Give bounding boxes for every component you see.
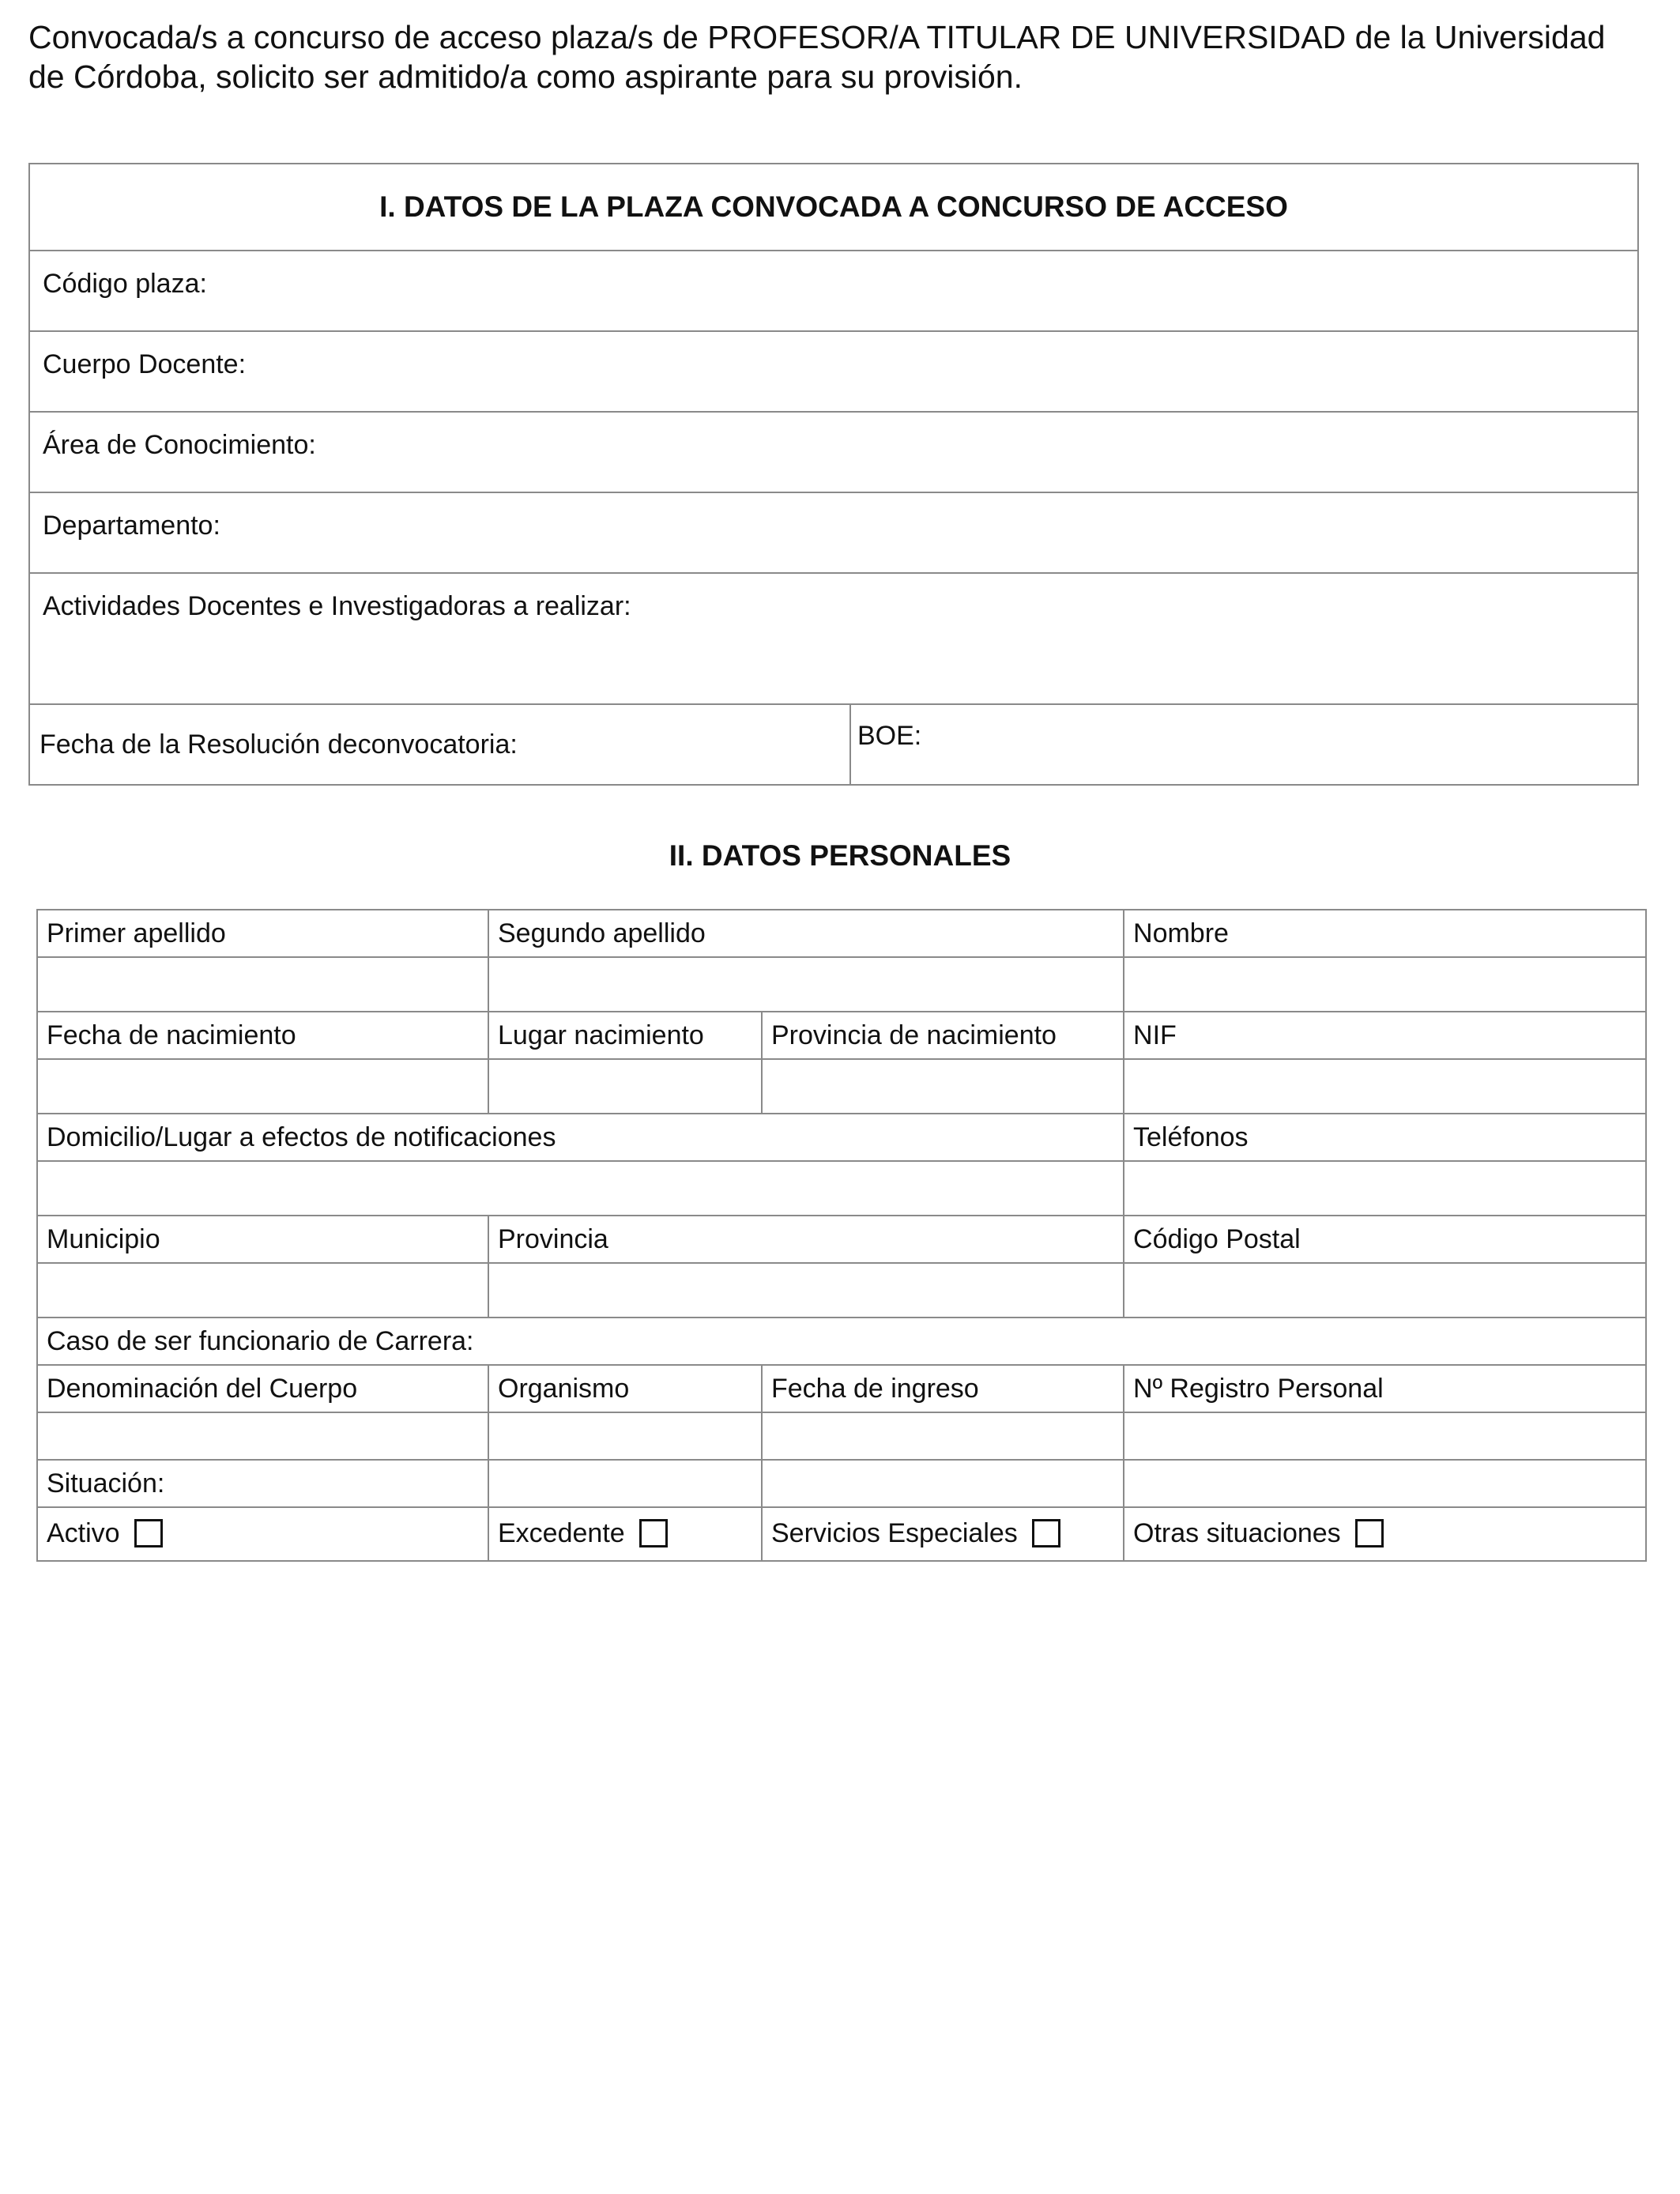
- municipio-input[interactable]: [37, 1263, 488, 1318]
- telefonos-input[interactable]: [1124, 1161, 1646, 1216]
- activo-option: [37, 1507, 488, 1561]
- section1-title: I. DATOS DE LA PLAZA CONVOCADA A CONCURSO DE ACCESO: [29, 164, 1638, 251]
- situacion-cell-3: [762, 1460, 1124, 1507]
- excedente-option: [488, 1507, 762, 1561]
- codigo-postal-input[interactable]: [1124, 1263, 1646, 1318]
- primer-apellido-label: Primer apellido: [37, 910, 488, 957]
- lugar-nacimiento-label: Lugar nacimiento: [488, 1012, 762, 1059]
- nif-input[interactable]: [1124, 1059, 1646, 1114]
- municipio-label: Municipio: [37, 1216, 488, 1263]
- personal-data-table: [36, 909, 1647, 1562]
- nif-label: NIF: [1124, 1012, 1646, 1059]
- nombre-input[interactable]: [1124, 957, 1646, 1012]
- fecha-nacimiento-label: Fecha de nacimiento: [37, 1012, 488, 1059]
- funcionario-label: Caso de ser funcionario de Carrera:: [37, 1318, 1646, 1365]
- section2-title: II. DATOS PERSONALES: [669, 839, 1011, 872]
- otras-situaciones-option: [1124, 1507, 1646, 1561]
- otras-situaciones-checkbox[interactable]: [1355, 1519, 1384, 1547]
- segundo-apellido-label: Segundo apellido: [488, 910, 1124, 957]
- cuerpo-docente-field[interactable]: Cuerpo Docente:: [29, 331, 1638, 412]
- registro-personal-label: Nº Registro Personal: [1124, 1365, 1646, 1412]
- servicios-especiales-checkbox[interactable]: [1032, 1519, 1060, 1547]
- fecha-ingreso-label: Fecha de ingreso: [762, 1365, 1124, 1412]
- intro-text: Convocada/s a concurso de acceso plaza/s de PROFESOR/A TITULAR DE UNIVERSIDAD de la Universidad de Córdoba, solicito ser admitido/a como aspirante para su provisión.: [28, 19, 1606, 95]
- telefonos-label: Teléfonos: [1124, 1114, 1646, 1161]
- codigo-postal-label: Código Postal: [1124, 1216, 1646, 1263]
- activo-checkbox[interactable]: [134, 1519, 163, 1547]
- excedente-label: Excedente: [498, 1518, 625, 1549]
- nombre-label: Nombre: [1124, 910, 1646, 957]
- organismo-label: Organismo: [488, 1365, 762, 1412]
- situacion-label: Situación:: [37, 1460, 488, 1507]
- codigo-plaza-field[interactable]: Código plaza:: [29, 251, 1638, 331]
- primer-apellido-input[interactable]: [37, 957, 488, 1012]
- excedente-checkbox[interactable]: [639, 1519, 668, 1547]
- denominacion-label: Denominación del Cuerpo: [37, 1365, 488, 1412]
- activo-label: Activo: [47, 1518, 120, 1549]
- servicios-especiales-option: [762, 1507, 1124, 1561]
- registro-personal-input[interactable]: [1124, 1412, 1646, 1460]
- plaza-table: [28, 163, 1639, 786]
- organismo-input[interactable]: [488, 1412, 762, 1460]
- fecha-nacimiento-input[interactable]: [37, 1059, 488, 1114]
- actividades-field[interactable]: Actividades Docentes e Investigadoras a realizar:: [29, 573, 1638, 704]
- fecha-resolucion-field[interactable]: Fecha de la Resolución deconvocatoria:: [29, 704, 850, 785]
- denominacion-input[interactable]: [37, 1412, 488, 1460]
- servicios-especiales-label: Servicios Especiales: [771, 1518, 1018, 1549]
- boe-field[interactable]: BOE:: [850, 704, 1638, 785]
- situacion-cell-2: [488, 1460, 762, 1507]
- domicilio-input[interactable]: [37, 1161, 1124, 1216]
- departamento-field[interactable]: Departamento:: [29, 492, 1638, 573]
- segundo-apellido-input[interactable]: [488, 957, 1124, 1012]
- situacion-cell-4: [1124, 1460, 1646, 1507]
- provincia-label: Provincia: [488, 1216, 1124, 1263]
- fecha-ingreso-input[interactable]: [762, 1412, 1124, 1460]
- provincia-nacimiento-label: Provincia de nacimiento: [762, 1012, 1124, 1059]
- lugar-nacimiento-input[interactable]: [488, 1059, 762, 1114]
- area-conocimiento-field[interactable]: Área de Conocimiento:: [29, 412, 1638, 492]
- domicilio-label: Domicilio/Lugar a efectos de notificaciones: [37, 1114, 1124, 1161]
- otras-situaciones-label: Otras situaciones: [1133, 1518, 1341, 1549]
- provincia-input[interactable]: [488, 1263, 1124, 1318]
- provincia-nacimiento-input[interactable]: [762, 1059, 1124, 1114]
